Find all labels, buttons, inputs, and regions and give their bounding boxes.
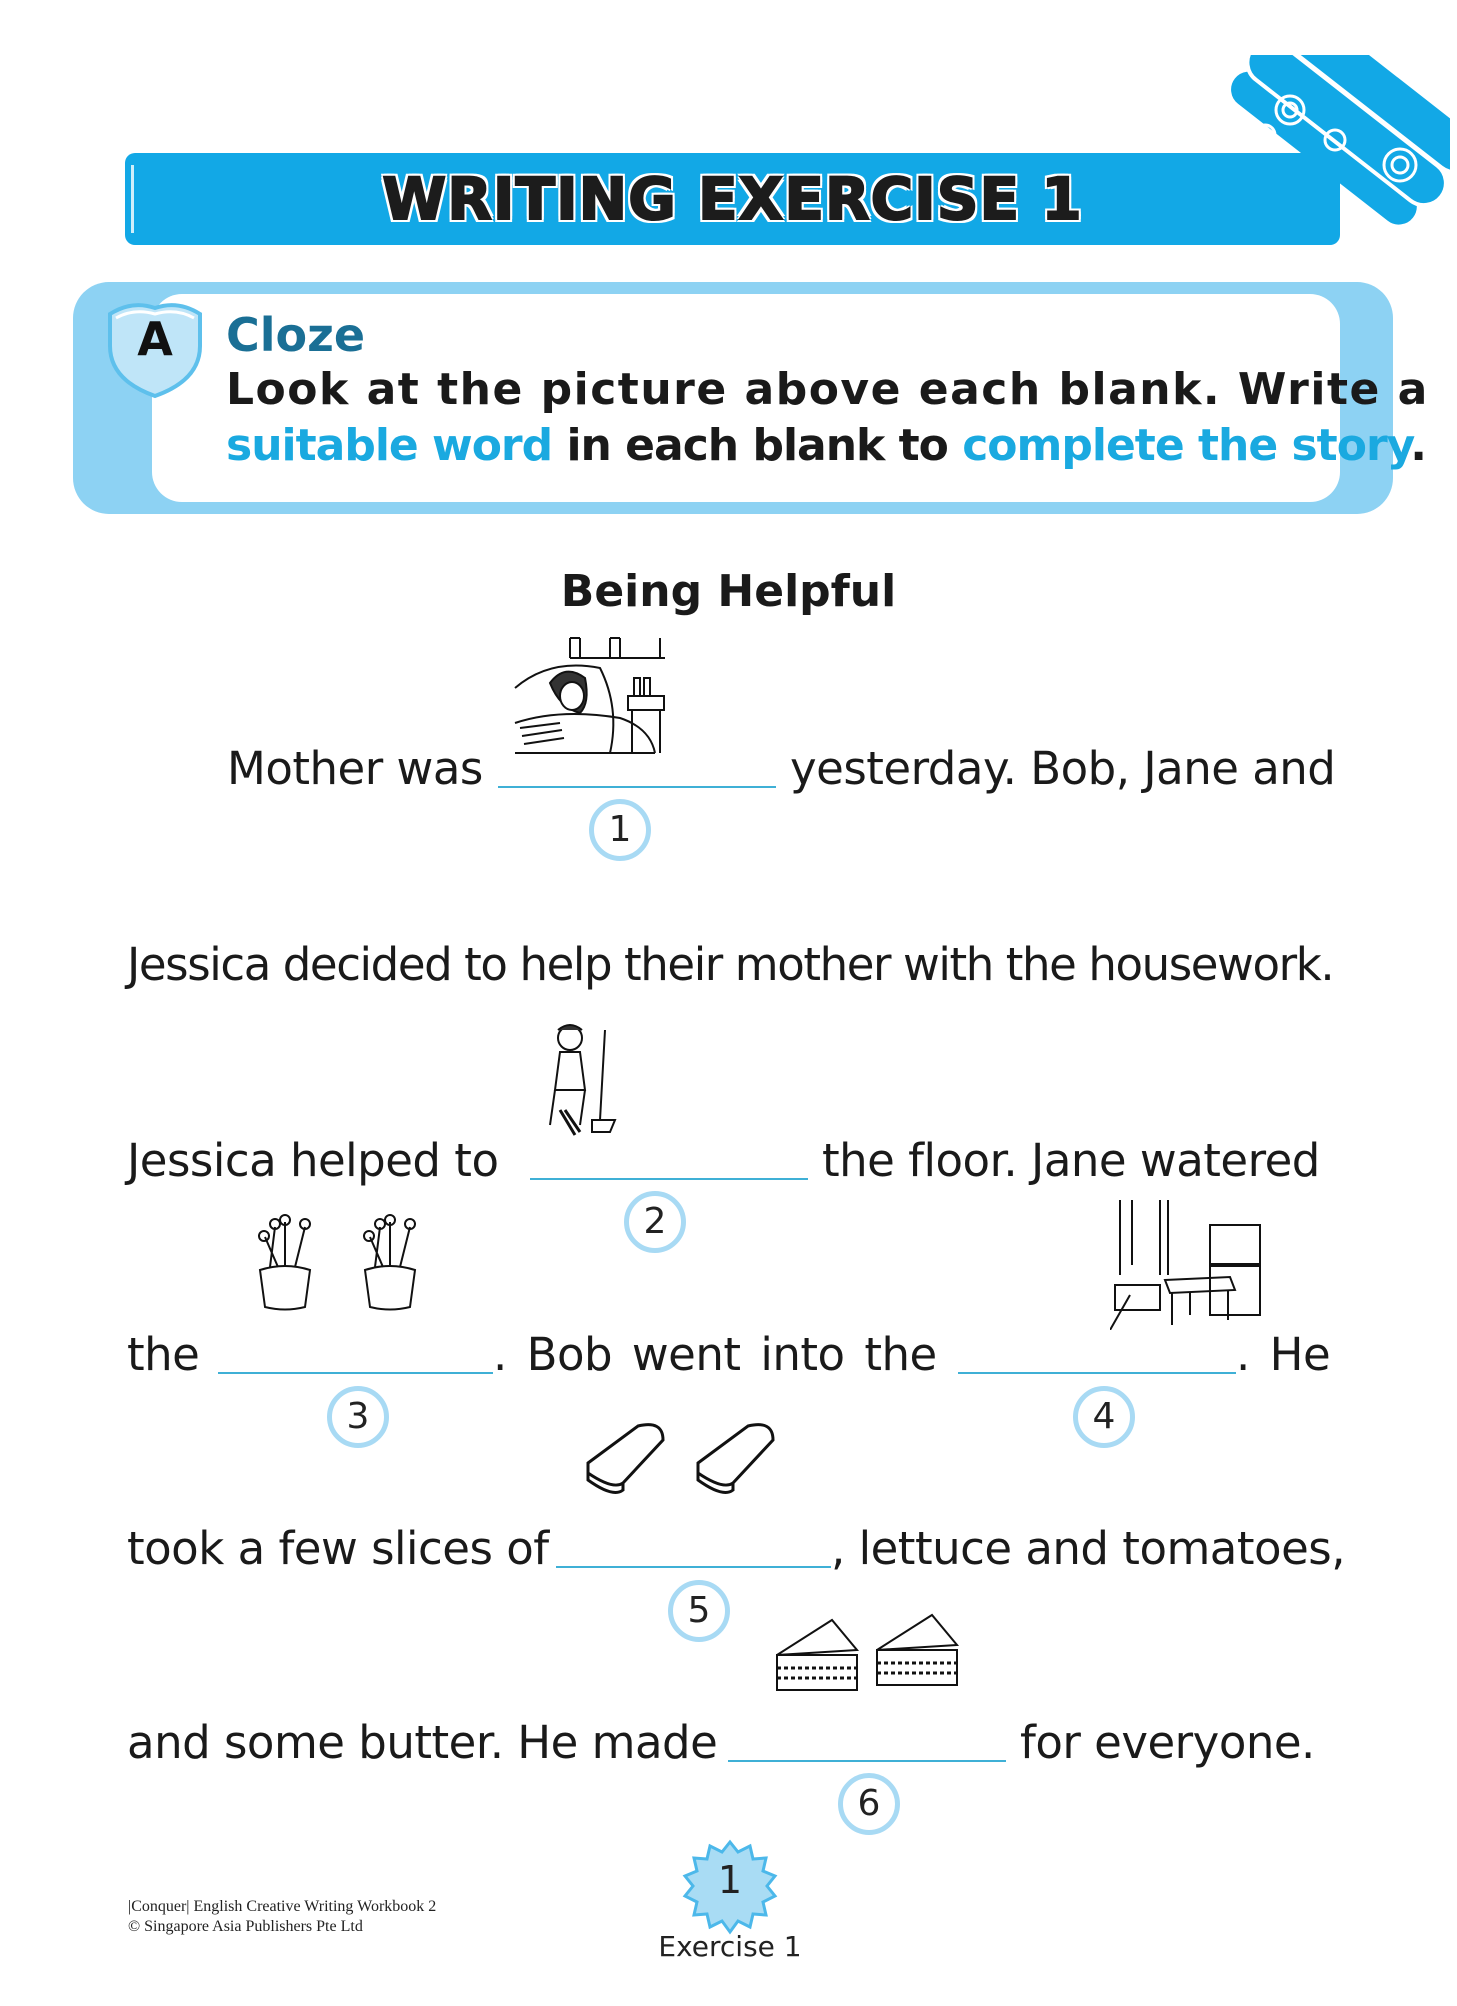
story-title: Being Helpful (560, 566, 897, 617)
highlight-complete-story: complete the story (962, 420, 1411, 471)
blank-number-5: 5 (668, 1580, 730, 1642)
blank-number-2: 2 (624, 1191, 686, 1253)
story-text: Mother was (227, 742, 483, 795)
girl-sweeping-picture-icon (530, 1020, 630, 1140)
story-text: the floor. Jane watered (822, 1134, 1320, 1187)
blank-4-input[interactable] (958, 1372, 1236, 1374)
story-text: Jessica helped to (127, 1134, 499, 1187)
story-text: the (127, 1328, 200, 1381)
instruction-text: in each blank to (552, 420, 963, 471)
instruction-period: . (1410, 420, 1427, 471)
bread-slices-picture-icon (578, 1418, 808, 1498)
instruction-line-2 (226, 420, 1426, 471)
section-letter: A (137, 312, 173, 366)
blank-1-input[interactable] (498, 786, 776, 788)
exercise-label: Exercise 1 (658, 1930, 802, 1963)
blank-number-4: 4 (1073, 1386, 1135, 1448)
book-title: |Conquer| English Creative Writing Workbook 2 (128, 1898, 437, 1915)
highlight-suitable-word: suitable word (226, 420, 553, 471)
kitchen-picture-icon (1110, 1195, 1270, 1330)
blank-number-3: 3 (327, 1386, 389, 1448)
story-text: . Bob went into the (493, 1328, 937, 1381)
blank-3-input[interactable] (218, 1372, 493, 1374)
flower-pots-picture-icon (250, 1212, 440, 1312)
blank-5-input[interactable] (556, 1566, 831, 1568)
blank-6-input[interactable] (728, 1760, 1006, 1762)
sandwiches-picture-icon (772, 1610, 972, 1700)
story-text: yesterday. Bob, Jane and (790, 742, 1336, 795)
story-text: . He (1236, 1328, 1331, 1381)
blank-number-6: 6 (838, 1773, 900, 1835)
story-text: and some butter. He made (127, 1716, 718, 1769)
copyright: © Singapore Asia Publishers Pte Ltd (128, 1918, 363, 1935)
blank-number-1: 1 (589, 799, 651, 861)
story-text: for everyone. (1020, 1716, 1315, 1769)
page-title: WRITING EXERCISE 1 (382, 165, 1083, 233)
instruction-line-1: Look at the picture above each blank. Write a (226, 364, 1429, 415)
section-title: Cloze (226, 308, 366, 362)
story-text: took a few slices of (127, 1522, 549, 1575)
page-number: 1 (717, 1858, 743, 1902)
story-text: , lettuce and tomatoes, (831, 1522, 1345, 1575)
blank-2-input[interactable] (530, 1178, 808, 1180)
story-text: Jessica decided to help their mother with the housework. (127, 938, 1334, 991)
sick-mother-picture-icon (510, 628, 670, 758)
title-banner (125, 153, 1340, 245)
